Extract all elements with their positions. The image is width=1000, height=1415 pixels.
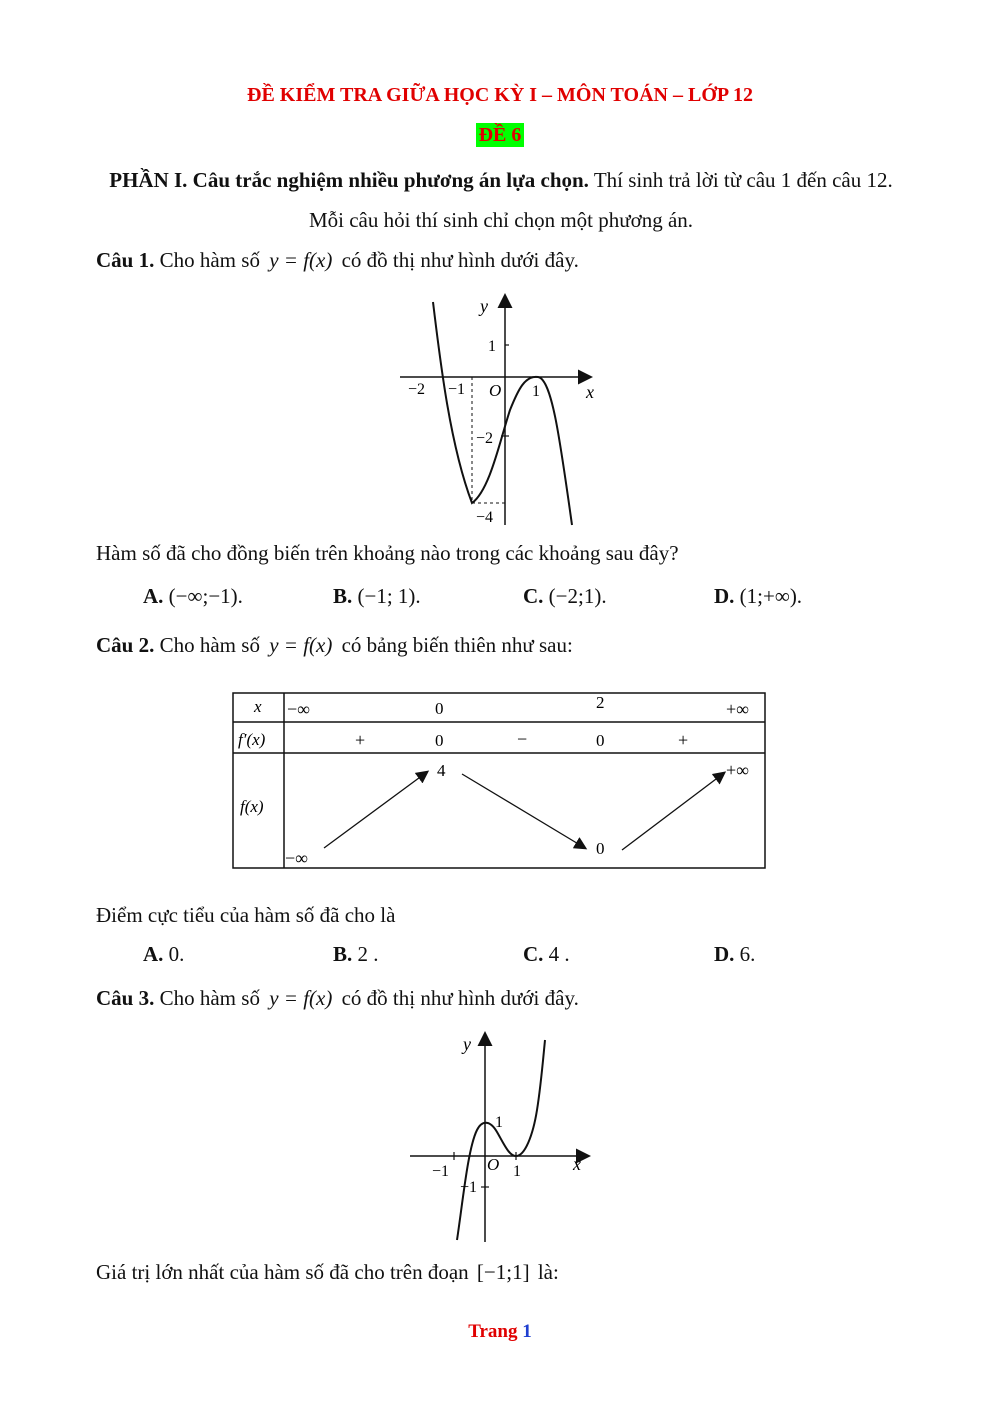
q2-sign-3: + xyxy=(678,730,689,750)
q3-func: y = f(x) xyxy=(269,986,333,1010)
exam-title: ĐỀ KIỂM TRA GIỮA HỌC KỲ I – MÔN TOÁN – LỚP 12 xyxy=(247,84,753,106)
q3-stem xyxy=(96,986,579,1011)
q1-tick-y1: 1 xyxy=(488,338,496,355)
q2-func: y = f(x) xyxy=(269,633,333,657)
q2-f-max: 4 xyxy=(437,761,446,780)
q2-arrow-down xyxy=(462,774,585,848)
q2-sign-zero-1: 0 xyxy=(435,731,444,750)
q1-option-d-label: D. xyxy=(714,584,735,608)
footer-page-word: Trang xyxy=(468,1321,518,1342)
q3-tick-x1: 1 xyxy=(513,1163,521,1180)
q1-stem-post: có đồ thị như hình dưới đây. xyxy=(341,248,579,272)
q1-option-b-label: B. xyxy=(333,584,353,608)
q2-option-b[interactable] xyxy=(333,942,379,967)
q1-origin-label: O xyxy=(489,381,502,400)
q2-option-a-label: A. xyxy=(143,942,164,966)
part1-label: PHẦN I. Câu trắc nghiệm nhiều phương án lựa chọn. xyxy=(109,168,589,192)
q1-tick-x1: 1 xyxy=(532,383,540,400)
q1-option-c-text: (−2;1). xyxy=(548,584,607,608)
q2-sign-2: − xyxy=(517,729,528,749)
q2-x-0: 0 xyxy=(435,699,444,718)
q1-y-label: y xyxy=(480,296,488,316)
q1-x-label: x xyxy=(586,382,594,402)
q2-question: Điểm cực tiểu của hàm số đã cho là xyxy=(96,903,396,927)
q2-option-c-text: 4 . xyxy=(548,942,570,966)
q1-question: Hàm số đã cho đồng biến trên khoảng nào trong các khoảng sau đây? xyxy=(96,541,679,565)
q2-row-fprime: f′(x) xyxy=(238,730,266,749)
q1-stem-pre: Cho hàm số xyxy=(159,248,260,272)
q1-tick-yneg2: −2 xyxy=(476,430,494,447)
q2-row-f: f(x) xyxy=(240,797,264,816)
q2-arrow-up-1 xyxy=(324,772,427,848)
q3-tick-y1: 1 xyxy=(495,1114,503,1131)
q3-origin-label: O xyxy=(487,1155,500,1174)
exam-code-wrap xyxy=(0,124,1000,147)
q2-label: Câu 2. xyxy=(96,633,155,657)
q2-stem-pre: Cho hàm số xyxy=(159,633,260,657)
q1-option-a-label: A. xyxy=(143,584,164,608)
q1-tick-yneg4: −4 xyxy=(476,509,494,526)
footer-page-number: 1 xyxy=(522,1321,532,1342)
q2-option-d[interactable] xyxy=(714,942,755,967)
q3-curve xyxy=(457,1040,545,1240)
q2-option-a-text: 0. xyxy=(168,942,185,966)
q1-label: Câu 1. xyxy=(96,248,155,272)
q2-x-neg-inf: −∞ xyxy=(287,699,310,719)
q2-f-min: 0 xyxy=(596,839,605,858)
q2-variation-table xyxy=(230,690,770,872)
q1-tick-xneg2: −2 xyxy=(408,381,426,398)
q3-x-label: x xyxy=(573,1154,581,1174)
q1-func: y = f(x) xyxy=(269,248,333,272)
q2-option-d-text: 6. xyxy=(739,942,756,966)
q2-stem xyxy=(96,633,573,658)
q3-stem-pre: Cho hàm số xyxy=(159,986,260,1010)
q2-sign-1: + xyxy=(355,730,366,750)
q1-option-b[interactable] xyxy=(333,584,421,609)
q3-stem-post: có đồ thị như hình dưới đây. xyxy=(341,986,579,1010)
q2-option-b-text: 2 . xyxy=(357,942,379,966)
q3-question xyxy=(96,1260,559,1285)
exam-code-badge: ĐỀ 6 xyxy=(476,123,525,147)
q2-arrow-up-2 xyxy=(622,773,724,850)
q1-option-b-text: (−1; 1). xyxy=(357,584,421,608)
q2-sign-zero-2: 0 xyxy=(596,731,605,750)
q3-graph xyxy=(405,1030,595,1245)
q3-interval: [−1;1] xyxy=(476,1260,530,1284)
q3-tick-xneg1: −1 xyxy=(432,1163,450,1180)
q3-question-pre: Giá trị lớn nhất của hàm số đã cho trên đoạn xyxy=(96,1260,469,1284)
q1-graph xyxy=(400,290,600,530)
q2-option-d-label: D. xyxy=(714,942,735,966)
q1-option-a-text: (−∞;−1). xyxy=(168,584,243,608)
q1-option-a[interactable] xyxy=(143,584,243,609)
q2-f-pos-inf: +∞ xyxy=(726,760,749,780)
q2-x-2: 2 xyxy=(596,693,605,712)
q3-y-label: y xyxy=(463,1034,471,1054)
q1-tick-xneg1: −1 xyxy=(448,381,466,398)
q3-tick-yneg1: −1 xyxy=(460,1179,478,1196)
q2-option-c[interactable] xyxy=(523,942,570,967)
q1-option-c-label: C. xyxy=(523,584,544,608)
q2-option-b-label: B. xyxy=(333,942,353,966)
q2-f-neg-inf: −∞ xyxy=(285,848,308,868)
q1-stem xyxy=(96,248,579,273)
q1-option-c[interactable] xyxy=(523,584,607,609)
part1-intro xyxy=(96,160,906,240)
q1-option-d[interactable] xyxy=(714,584,802,609)
q2-option-a[interactable] xyxy=(143,942,184,967)
q1-option-d-text: (1;+∞). xyxy=(739,584,803,608)
q2-option-c-label: C. xyxy=(523,942,544,966)
q2-x-pos-inf: +∞ xyxy=(726,699,749,719)
page-footer xyxy=(0,1321,1000,1343)
q2-stem-post: có bảng biến thiên như sau: xyxy=(341,633,573,657)
part1-instructions: Thí sinh trả lời từ câu 1 đến câu 12. Mỗi câu hỏi thí sinh chỉ chọn một phương án. xyxy=(308,168,893,232)
q3-label: Câu 3. xyxy=(96,986,155,1010)
q2-row-x: x xyxy=(254,697,262,716)
q3-question-post: là: xyxy=(537,1260,559,1284)
q1-curve xyxy=(433,302,572,525)
